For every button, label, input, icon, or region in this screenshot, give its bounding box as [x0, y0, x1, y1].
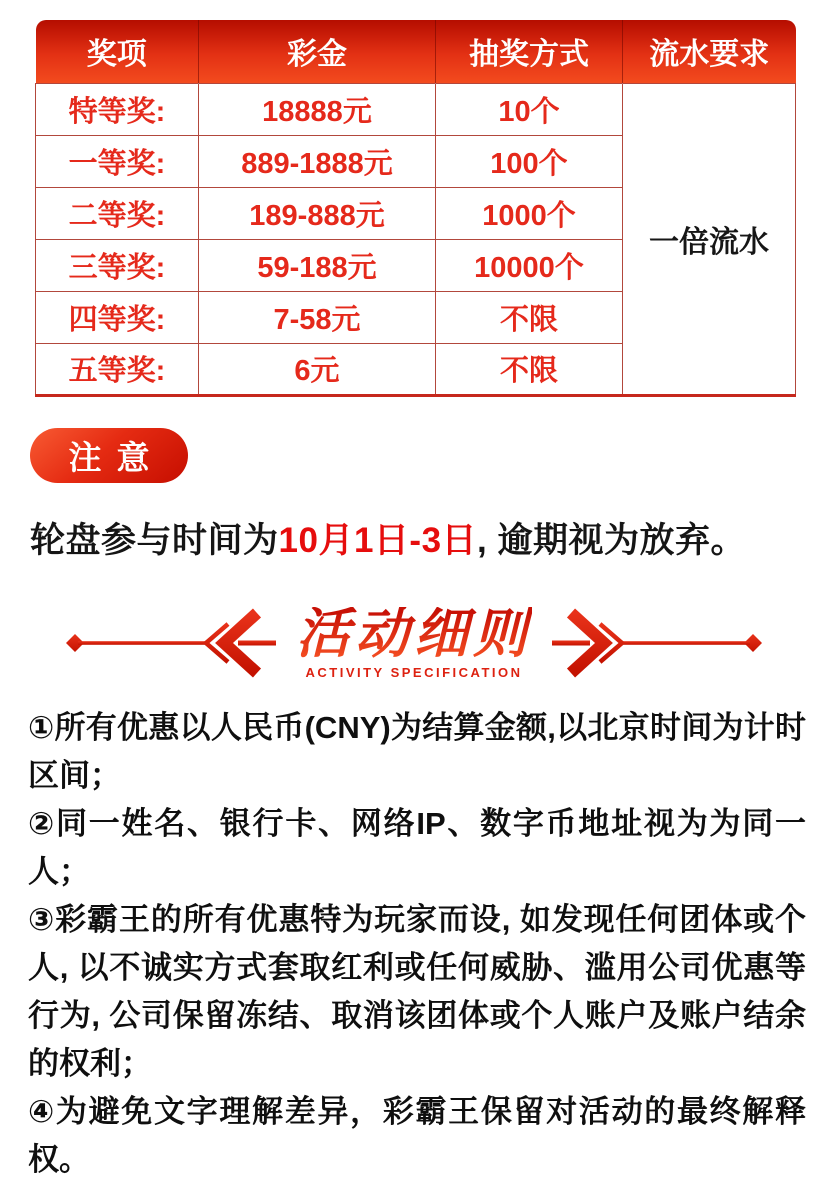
notice-badge: 注意	[30, 428, 188, 483]
prize-amount: 59-188元	[199, 239, 436, 291]
prize-amount: 18888元	[199, 83, 436, 135]
notice-text-prefix: 轮盘参与时间为	[30, 520, 279, 560]
notice-date-highlight: 10月1日-3日	[278, 520, 478, 560]
prize-amount: 189-888元	[199, 187, 436, 239]
prize-name: 二等奖:	[36, 187, 199, 239]
prize-amount: 6元	[199, 343, 436, 395]
prize-amount: 7-58元	[199, 291, 436, 343]
turnover-requirement: 一倍流水	[623, 83, 796, 395]
notice-text	[30, 513, 798, 563]
section-title: 活动细则	[296, 603, 532, 664]
section-subtitle: ACTIVITY SPECIFICATION	[305, 664, 523, 680]
prize-name: 一等奖:	[36, 135, 199, 187]
rule-item: ②同一姓名、银行卡、网络IP、数字币地址视为为同一人；	[28, 805, 806, 889]
header-turnover: 流水要求	[623, 20, 796, 83]
draw-count: 100个	[436, 135, 623, 187]
prize-table	[35, 20, 796, 397]
prize-table-section	[35, 20, 795, 397]
promo-page	[0, 20, 828, 1177]
draw-count: 不限	[436, 291, 623, 343]
header-bonus: 彩金	[199, 20, 436, 83]
table-row	[36, 83, 796, 135]
section-titles	[290, 603, 538, 680]
prize-name: 三等奖:	[36, 239, 199, 291]
section-divider-left-icon	[66, 608, 276, 678]
draw-count: 10000个	[436, 239, 623, 291]
prize-name: 四等奖:	[36, 291, 199, 343]
table-header-row	[36, 20, 796, 83]
rule-item: ①所有优惠以人民币(CNY)为结算金额,以北京时间为计时区间；	[28, 709, 806, 793]
prize-name: 五等奖:	[36, 343, 199, 395]
prize-amount: 889-1888元	[199, 135, 436, 187]
header-draw: 抽奖方式	[436, 20, 623, 83]
draw-count: 10个	[436, 83, 623, 135]
rule-item: ④为避免文字理解差异，彩霸王保留对活动的最终解释权。	[28, 1093, 806, 1177]
rule-item: ③彩霸王的所有优惠特为玩家而设, 如发现任何团体或个人, 以不诚实方式套取红利或任何威胁、滥用公司优惠等行为, 公司保留冻结、取消该团体或个人账户及账户结余的权利；	[28, 901, 806, 1081]
header-prize: 奖项	[36, 20, 199, 83]
rules-section	[28, 704, 806, 1184]
section-divider-right-icon	[552, 608, 762, 678]
draw-count: 1000个	[436, 187, 623, 239]
notice-text-suffix: , 逾期视为放弃。	[477, 520, 746, 560]
section-header	[0, 603, 828, 680]
prize-name: 特等奖:	[36, 83, 199, 135]
draw-count: 不限	[436, 343, 623, 395]
